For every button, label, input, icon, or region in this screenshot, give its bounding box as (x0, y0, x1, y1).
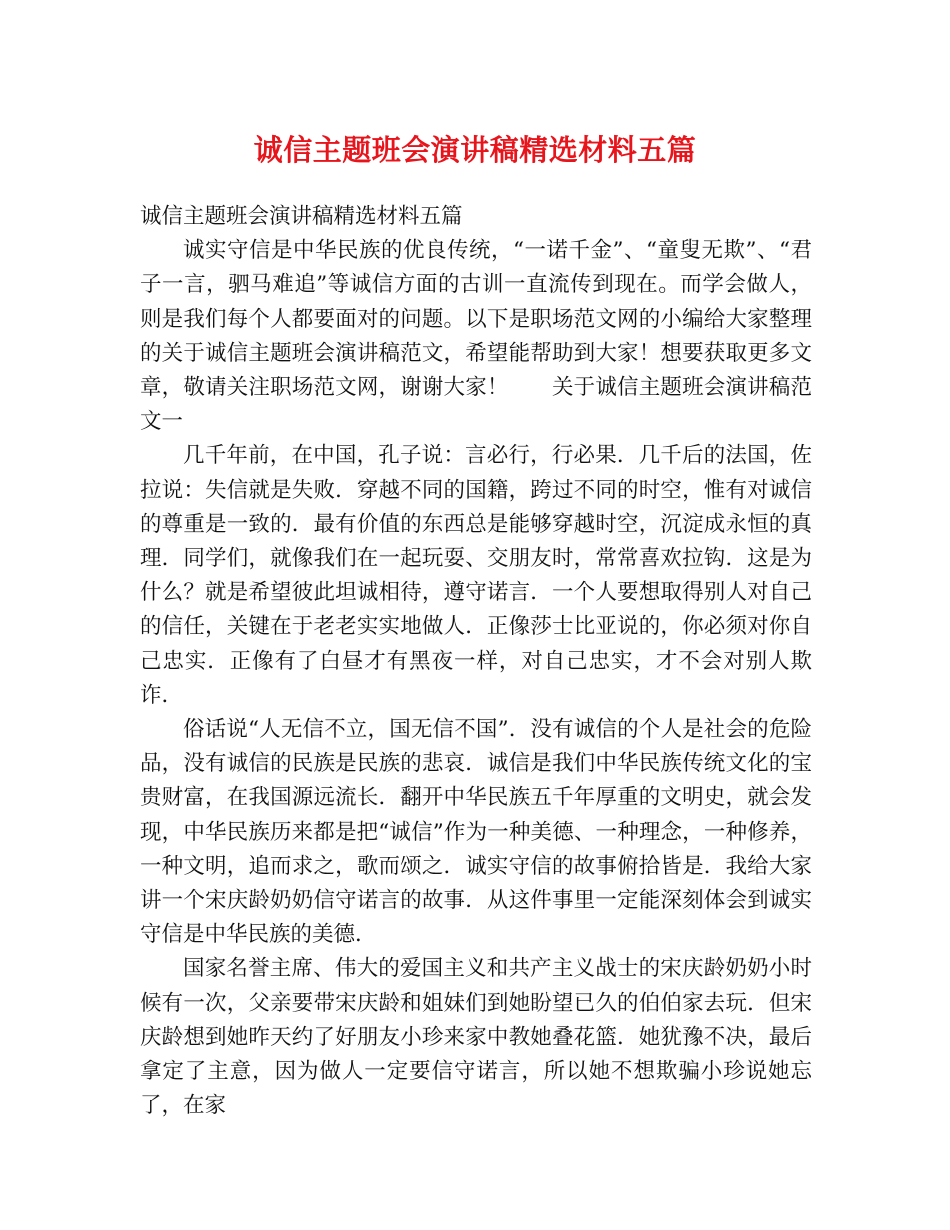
paragraph-proverb: 俗话说“人无信不立，国无信不国”．没有诚信的个人是社会的危险品，没有诚信的民族是民族的悲哀．诚信是我们中华民族传统文化的宝贵财富，在我国源远流长．翻开中华民族五千年厚重的文明史，就会发现，中华民族历来都是把“诚信”作为一种美德、一种理念，一种修养，一种文明，追而求之，歌而颂之．诚实守信的故事俯拾皆是．我给大家讲一个宋庆龄奶奶信守诺言的故事．从这件事里一定能深刻体会到诚实守信是中华民族的美德． (140, 717, 812, 948)
document-subtitle: 诚信主题班会演讲稿精选材料五篇 (140, 204, 463, 229)
document-title: 诚信主题班会演讲稿精选材料五篇 (253, 133, 697, 167)
paragraph-confucius: 几千年前，在中国，孔子说：言必行，行必果．几千后的法国，佐拉说：失信就是失败．穿越不同的国籍，跨过不同的时空，惟有对诚信的尊重是一致的．最有价值的东西总是能够穿越时空，沉淀成永恒的真理．同学们，就像我们在一起玩耍、交朋友时，常常喜欢拉钩．这是为什么？就是希望彼此坦诚相待，遵守诺言．一个人要想取得别人对自己的信任，关键在于老老实实地做人．正像莎士比亚说的，你必须对你自己忠实．正像有了白昼才有黑夜一样，对自己忠实，才不会对别人欺诈． (140, 443, 812, 708)
paragraph-intro: 诚实守信是中华民族的优良传统，“一诺千金”、“童叟无欺”、“君子一言，驷马难追”等诚信方面的古训一直流传到现在。而学会做人，则是我们每个人都要面对的问题。以下是职场范文网的小编给大家整理的关于诚信主题班会演讲稿范文，希望能帮助到大家！想要获取更多文章，敬请关注职场范文网，谢谢大家！ 关于诚信主题班会演讲稿范文一 (140, 238, 812, 435)
document-body (140, 200, 812, 1123)
paragraph-soong-ching-ling: 国家名誉主席、伟大的爱国主义和共产主义战士的宋庆龄奶奶小时候有一次，父亲要带宋庆龄和姐妹们到她盼望已久的伯伯家去玩．但宋庆龄想到她昨天约了好朋友小珍来家中教她叠花篮．她犹豫不决，最后拿定了主意，因为做人一定要信守诺言，所以她不想欺骗小珍说她忘了，在家 (140, 956, 812, 1119)
